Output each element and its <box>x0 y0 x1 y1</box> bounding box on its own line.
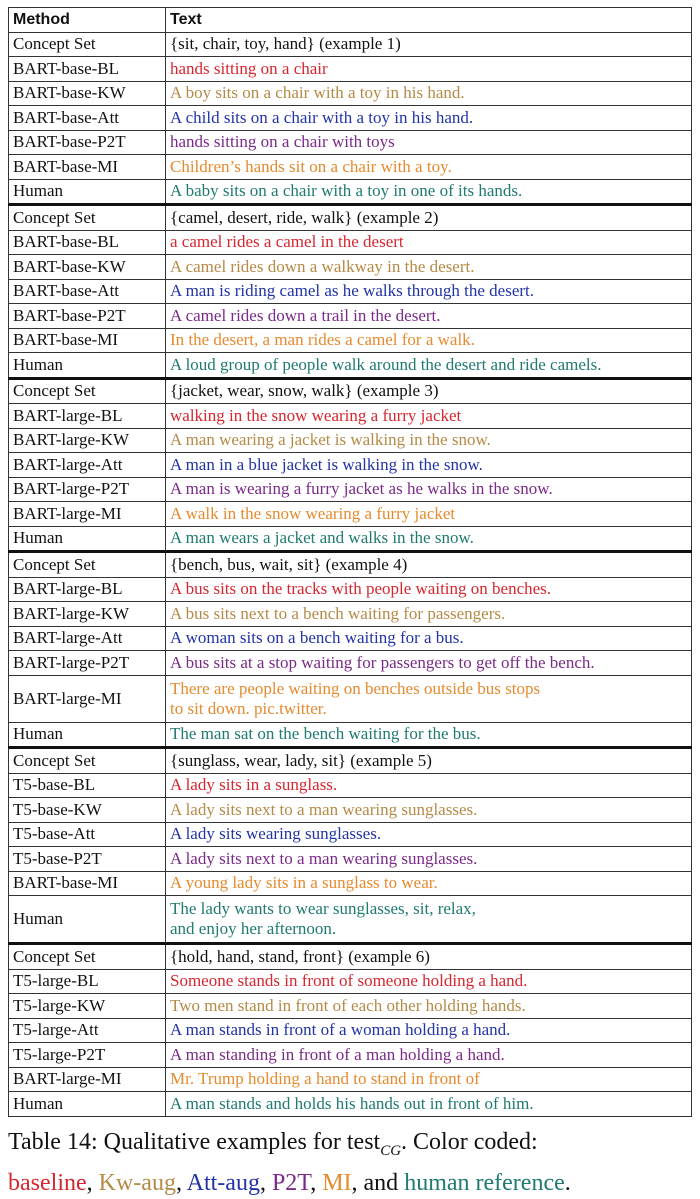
method-cell: BART-base-MI <box>9 155 166 180</box>
legend-separator: , <box>310 1169 323 1196</box>
table-row <box>9 279 692 304</box>
table-row <box>9 453 692 478</box>
table-row <box>9 353 692 379</box>
method-cell: BART-large-KW <box>9 602 166 627</box>
table-row <box>9 847 692 872</box>
table-row <box>9 626 692 651</box>
table-row <box>9 602 692 627</box>
qualitative-examples-table <box>8 7 692 1117</box>
text-cell: A lady sits wearing sunglasses. <box>166 822 692 847</box>
table-row <box>9 994 692 1019</box>
text-cell: {sunglass, wear, lady, sit} (example 5) <box>166 748 692 774</box>
method-cell: BART-large-MI <box>9 675 166 722</box>
method-cell: BART-large-P2T <box>9 651 166 676</box>
caption-suffix: . Color coded: <box>401 1129 538 1155</box>
table-row <box>9 155 692 180</box>
text-cell: In the desert, a man rides a camel for a walk. <box>166 328 692 353</box>
method-cell: T5-base-BL <box>9 773 166 798</box>
table-row <box>9 81 692 106</box>
method-cell: Concept Set <box>9 748 166 774</box>
table-row <box>9 871 692 896</box>
text-cell: A loud group of people walk around the desert and ride camels. <box>166 353 692 379</box>
text-cell: A young lady sits in a sunglass to wear. <box>166 871 692 896</box>
concept-set-row <box>9 944 692 970</box>
table-row <box>9 822 692 847</box>
text-cell: A man wears a jacket and walks in the snow. <box>166 526 692 552</box>
concept-set-row <box>9 552 692 578</box>
method-cell: T5-large-Att <box>9 1018 166 1043</box>
table-row <box>9 1092 692 1117</box>
legend-separator: , <box>86 1169 99 1196</box>
text-cell: A man in a blue jacket is walking in the snow. <box>166 453 692 478</box>
table-row <box>9 477 692 502</box>
method-cell: Human <box>9 1092 166 1117</box>
method-cell: BART-base-P2T <box>9 130 166 155</box>
text-cell: {bench, bus, wait, sit} (example 4) <box>166 552 692 578</box>
header-row <box>9 8 692 33</box>
method-cell: BART-base-P2T <box>9 304 166 329</box>
table-row <box>9 526 692 552</box>
text-cell: Someone stands in front of someone holding a hand. <box>166 969 692 994</box>
method-cell: Human <box>9 353 166 379</box>
text-cell: A bus sits next to a bench waiting for passengers. <box>166 602 692 627</box>
text-cell: Mr. Trump holding a hand to stand in front of <box>166 1067 692 1092</box>
text-cell: A bus sits at a stop waiting for passengers to get off the bench. <box>166 651 692 676</box>
table-row <box>9 130 692 155</box>
method-cell: BART-base-MI <box>9 328 166 353</box>
text-cell: {jacket, wear, snow, walk} (example 3) <box>166 378 692 404</box>
text-cell: walking in the snow wearing a furry jacket <box>166 404 692 429</box>
text-cell: A man stands and holds his hands out in front of him. <box>166 1092 692 1117</box>
text-cell: A camel rides down a trail in the desert. <box>166 304 692 329</box>
table-row <box>9 577 692 602</box>
method-cell: BART-large-P2T <box>9 477 166 502</box>
method-cell: Human <box>9 722 166 748</box>
method-cell: Human <box>9 526 166 552</box>
table-row <box>9 722 692 748</box>
method-cell: BART-base-BL <box>9 230 166 255</box>
table-header <box>9 8 692 33</box>
text-cell: A lady sits next to a man wearing sunglasses. <box>166 798 692 823</box>
method-cell: BART-base-BL <box>9 57 166 82</box>
method-cell: Concept Set <box>9 944 166 970</box>
table-row <box>9 969 692 994</box>
text-cell: A bus sits on the tracks with people waiting on benches. <box>166 577 692 602</box>
method-cell: BART-base-KW <box>9 255 166 280</box>
text-cell: The lady wants to wear sunglasses, sit, relax, and enjoy her afternoon. <box>166 896 692 944</box>
text-cell: {hold, hand, stand, front} (example 6) <box>166 944 692 970</box>
method-cell: BART-large-KW <box>9 428 166 453</box>
method-cell: T5-base-Att <box>9 822 166 847</box>
table-row <box>9 675 692 722</box>
table-row <box>9 57 692 82</box>
legend-item-kw: Kw-aug <box>98 1169 176 1196</box>
method-cell: T5-base-P2T <box>9 847 166 872</box>
text-cell: A man is wearing a furry jacket as he walks in the snow. <box>166 477 692 502</box>
color-legend <box>8 1167 696 1199</box>
table-caption <box>8 1126 696 1199</box>
text-cell: The man sat on the bench waiting for the bus. <box>166 722 692 748</box>
method-cell: T5-large-P2T <box>9 1043 166 1068</box>
legend-item-att: Att-aug <box>186 1169 260 1196</box>
method-cell: Human <box>9 179 166 205</box>
method-cell: T5-large-KW <box>9 994 166 1019</box>
method-cell: BART-large-MI <box>9 1067 166 1092</box>
method-cell: BART-base-Att <box>9 106 166 131</box>
legend-separator: , and <box>351 1169 405 1196</box>
text-cell: Two men stand in front of each other holding hands. <box>166 994 692 1019</box>
table-body <box>9 32 692 1116</box>
table-row <box>9 230 692 255</box>
table-row <box>9 651 692 676</box>
table-row <box>9 304 692 329</box>
legend-separator: , <box>175 1169 187 1196</box>
text-cell: A lady sits next to a man wearing sunglasses. <box>166 847 692 872</box>
method-cell: BART-base-KW <box>9 81 166 106</box>
text-cell: a camel rides a camel in the desert <box>166 230 692 255</box>
text-cell: A baby sits on a chair with a toy in one of its hands. <box>166 179 692 205</box>
method-cell: BART-base-Att <box>9 279 166 304</box>
table-row <box>9 1067 692 1092</box>
text-cell: A lady sits in a sunglass. <box>166 773 692 798</box>
text-column-header: Text <box>166 8 692 33</box>
method-cell: Concept Set <box>9 205 166 231</box>
concept-set-row <box>9 32 692 57</box>
method-cell: BART-large-BL <box>9 404 166 429</box>
concept-set-row <box>9 205 692 231</box>
table-row <box>9 106 692 131</box>
legend-item-baseline: baseline <box>8 1169 87 1196</box>
concept-set-row <box>9 748 692 774</box>
text-cell: A camel rides down a walkway in the desert. <box>166 255 692 280</box>
method-cell: Human <box>9 896 166 944</box>
table-row <box>9 1018 692 1043</box>
method-cell: BART-large-Att <box>9 453 166 478</box>
text-cell: A man is riding camel as he walks through the desert. <box>166 279 692 304</box>
text-cell: There are people waiting on benches outside bus stops to sit down. pic.twitter. <box>166 675 692 722</box>
legend-item-mi: MI <box>322 1169 352 1196</box>
method-cell: T5-base-KW <box>9 798 166 823</box>
table-row <box>9 773 692 798</box>
legend-separator: . <box>564 1169 571 1196</box>
table-row <box>9 428 692 453</box>
text-cell: hands sitting on a chair <box>166 57 692 82</box>
caption-line-1 <box>8 1126 696 1167</box>
text-cell: hands sitting on a chair with toys <box>166 130 692 155</box>
method-cell: Concept Set <box>9 32 166 57</box>
text-cell: A walk in the snow wearing a furry jacket <box>166 502 692 527</box>
legend-item-p2t: P2T <box>271 1169 311 1196</box>
caption-subscript: CG <box>380 1142 402 1159</box>
table-row <box>9 255 692 280</box>
table-row <box>9 1043 692 1068</box>
method-cell: BART-large-Att <box>9 626 166 651</box>
method-cell: Concept Set <box>9 378 166 404</box>
table-row <box>9 798 692 823</box>
text-cell: A boy sits on a chair with a toy in his hand. <box>166 81 692 106</box>
table-row <box>9 404 692 429</box>
method-cell: Concept Set <box>9 552 166 578</box>
legend-item-human: human reference <box>404 1169 565 1196</box>
legend-separator: , <box>259 1169 272 1196</box>
method-cell: BART-large-MI <box>9 502 166 527</box>
text-cell: {camel, desert, ride, walk} (example 2) <box>166 205 692 231</box>
method-cell: T5-large-BL <box>9 969 166 994</box>
text-cell: Children’s hands sit on a chair with a toy. <box>166 155 692 180</box>
table-row <box>9 179 692 205</box>
method-cell: BART-base-MI <box>9 871 166 896</box>
table-row <box>9 896 692 944</box>
text-cell: A child sits on a chair with a toy in his hand. <box>166 106 692 131</box>
text-cell: A man stands in front of a woman holding a hand. <box>166 1018 692 1043</box>
method-column-header: Method <box>9 8 166 33</box>
method-cell: BART-large-BL <box>9 577 166 602</box>
text-cell: A man standing in front of a man holding a hand. <box>166 1043 692 1068</box>
text-cell: A woman sits on a bench waiting for a bus. <box>166 626 692 651</box>
concept-set-row <box>9 378 692 404</box>
caption-prefix: Table 14: Qualitative examples for test <box>8 1129 381 1155</box>
text-cell: A man wearing a jacket is walking in the snow. <box>166 428 692 453</box>
table-row <box>9 502 692 527</box>
table-row <box>9 328 692 353</box>
text-cell: {sit, chair, toy, hand} (example 1) <box>166 32 692 57</box>
